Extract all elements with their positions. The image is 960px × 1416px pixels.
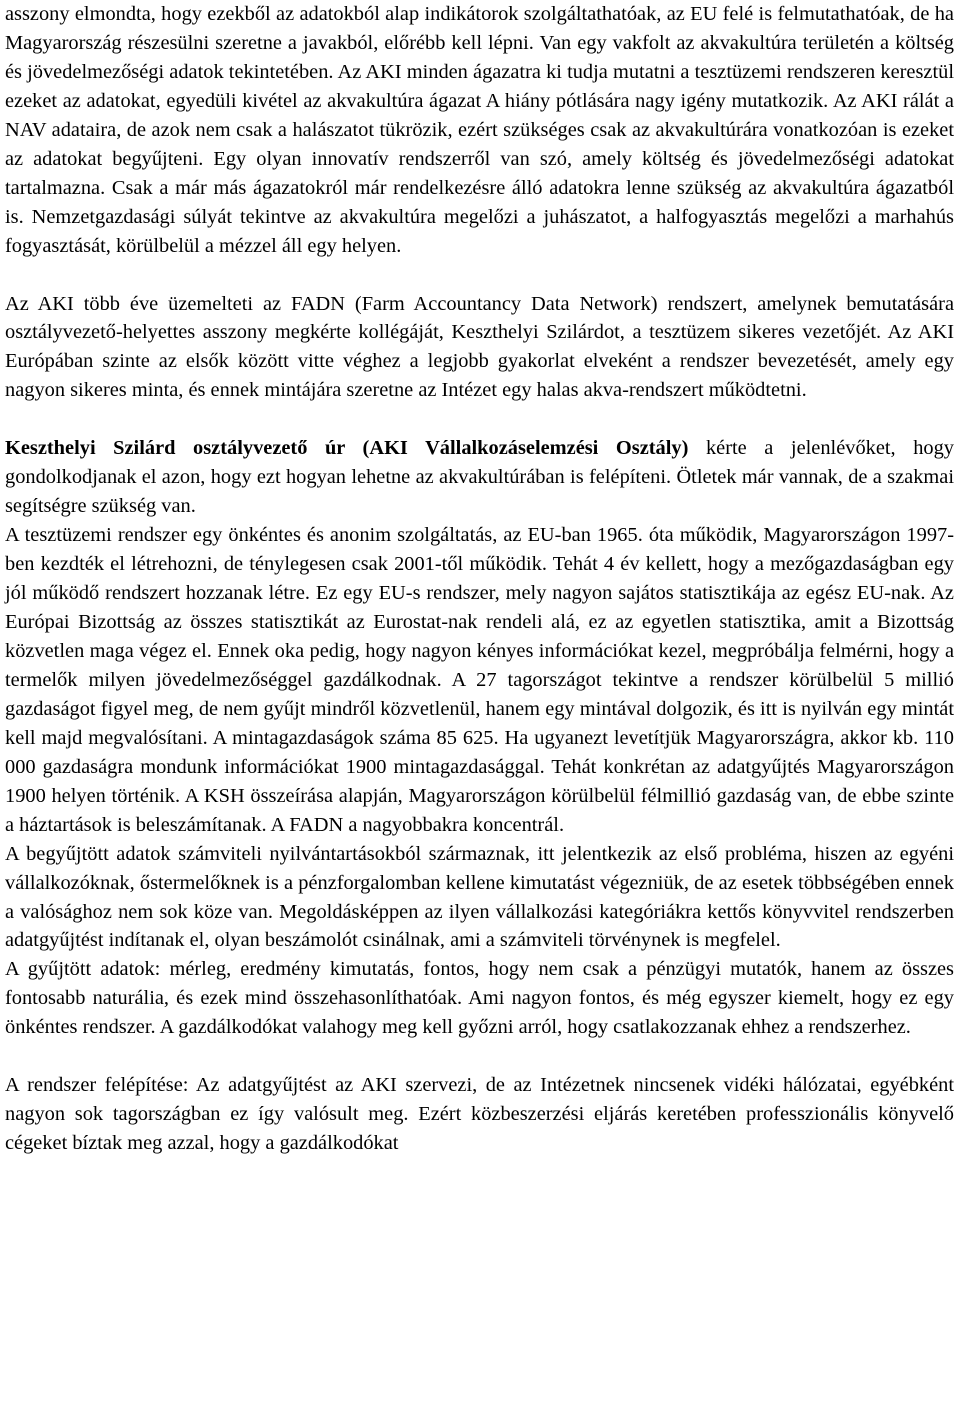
paragraph-keszthelyi — [5, 434, 954, 521]
paragraph-test-farm-system: A tesztüzemi rendszer egy önkéntes és anonim szolgáltatás, az EU-ban 1965. óta működik, Magyarországon 1997-ben kezdték el létrehozni, de ténylegesen csak 2001-től működik. Tehát 4 év kellett, hogy a mezőgazdaságban egy jól működő rendszert hozzanak létre. Ez egy EU-s rendszer, mely nagyon sajátos statisztikája az egész EU-nak. Az Európai Bizottság az összes statisztikát az Eurostat-nak rendeli alá, ez az egyetlen statisztika, amit a Bizottság közvetlen maga végez el. Ennek oka pedig, hogy nagyon kényes információkat kezel, megpróbálja felmérni, hogy a termelők milyen jövedelmezőséggel gazdálkodnak. A 27 tagországot tekintve a rendszer körülbelül 5 millió gazdaságot figyel meg, de nem gyűjt mindről közvetlenül, hanem egy mintával dolgozik, és itt is nyilván egy mintát kell majd megvalósítani. A mintagazdaságok száma 85 625. Ha ugyanezt levetítjük Magyarországra, akkor kb. 110 000 gazdaságra mondunk információkat 1900 mintagazdasággal. Tehát konkrétan az adatgyűjtés Magyarországon 1900 helyen történik. A KSH összeírása alapján, Magyarországon körülbelül félmillió gazdaság van, de ebbe szinte a háztartások is beleszámítanak. A FADN a nagyobbakra koncentrál. — [5, 524, 954, 836]
paragraph-spacer — [5, 405, 954, 434]
speaker-name: Keszthelyi Szilárd osztályvezető úr (AKI Vállalkozáselemzési Osztály) — [5, 437, 689, 460]
paragraph-aquaculture-data: asszony elmondta, hogy ezekből az adatokból alap indikátorok szolgáltathatóak, az EU felé is felmutathatóak, de ha Magyarország részesülni szeretne a javakból, előrébb kell lépni. Van egy vakfolt az akvakultúra területén a költség és jövedelmezőségi adatok tekintetében. Az AKI minden ágazatra ki tudja mutatni a tesztüzemi rendszeren keresztül ezeket az adatokat, egyedüli kivétel az akvakultúra ágazat A hiány pótlására nagy igény mutatkozik. Az AKI rálát a NAV adataira, de azok nem csak a halászatot tükrözik, ezért szükséges csak az akvakultúrára vonatkozóan is ezeket az adatokat begyűjteni. Egy olyan innovatív rendszerről van szó, amely költség és jövedelmezőségi adatokat tartalmazna. Csak a már más ágazatokról már rendelkezésre álló adatokra lenne szükség az akvakultúra ágazatból is. Nemzetgazdasági súlyát tekintve az akvakultúra megelőzi a juhászatot, a halfogyasztás megelőzi a marhahús fogyasztását, körülbelül a mézzel áll egy helyen. — [5, 3, 954, 257]
paragraph-fadn-intro: Az AKI több éve üzemelteti az FADN (Farm Accountancy Data Network) rendszert, amelynek bemutatására osztályvezető-helyettes asszony megkérte kollégáját, Keszthelyi Szilárdot, a tesztüzem sikeres vezetőjét. Az AKI Európában szinte az elsők között vitte véghez a legjobb gyakorlat elveként a rendszer bevezetését, amely egy nagyon sikeres minta, és ennek mintájára szeretne az Intézet egy halas akva-rendszert működtetni. — [5, 292, 954, 402]
paragraph-system-structure: A rendszer felépítése: Az adatgyűjtést az AKI szervezi, de az Intézetnek nincsenek vidéki hálózatai, egyébként nagyon sok tagországban ez így valósult meg. Ezért közbeszerzési eljárás keretében professzionális könyvelő cégeket bíztak meg azzal, hogy a gazdálkodókat — [5, 1074, 954, 1155]
paragraph-spacer — [5, 1042, 954, 1071]
paragraph-collected-data-source: A begyűjtött adatok számviteli nyilvántartásokból származnak, itt jelentkezik az első probléma, hiszen az egyéni vállalkozóknak, őstermelőknek is a pénzforgalomban kellene kimutatást végezniük, de az esetek többségében ennek a valósághoz nem sok köze van. Megoldásképpen az ilyen vállalkozási kategóriákra kettős könyvvitel rendszerben adatgyűjtést indítanak el, olyan beszámolót csinálnak, ami a számviteli törvénynek is megfelel. — [5, 842, 954, 952]
speaker-text: kérte a jelenlévőket, hogy gondolkodjanak el azon, hogy ezt hogyan lehetne az akvakultúrában is felépíteni. Ötletek már vannak, de a szakmai segítségre szükség van. — [5, 437, 954, 518]
paragraph-spacer — [5, 261, 954, 290]
paragraph-collected-data: A gyűjtött adatok: mérleg, eredmény kimutatás, fontos, hogy nem csak a pénzügyi mutatók, hanem az összes fontosabb naturália, és ezek mind összehasonlíthatóak. Ami nagyon fontos, és még egyszer kiemelt, hogy ez egy önkéntes rendszer. A gazdálkodókat valahogy meg kell győzni arról, hogy csatlakozzanak ehhez a rendszerhez. — [5, 958, 954, 1039]
